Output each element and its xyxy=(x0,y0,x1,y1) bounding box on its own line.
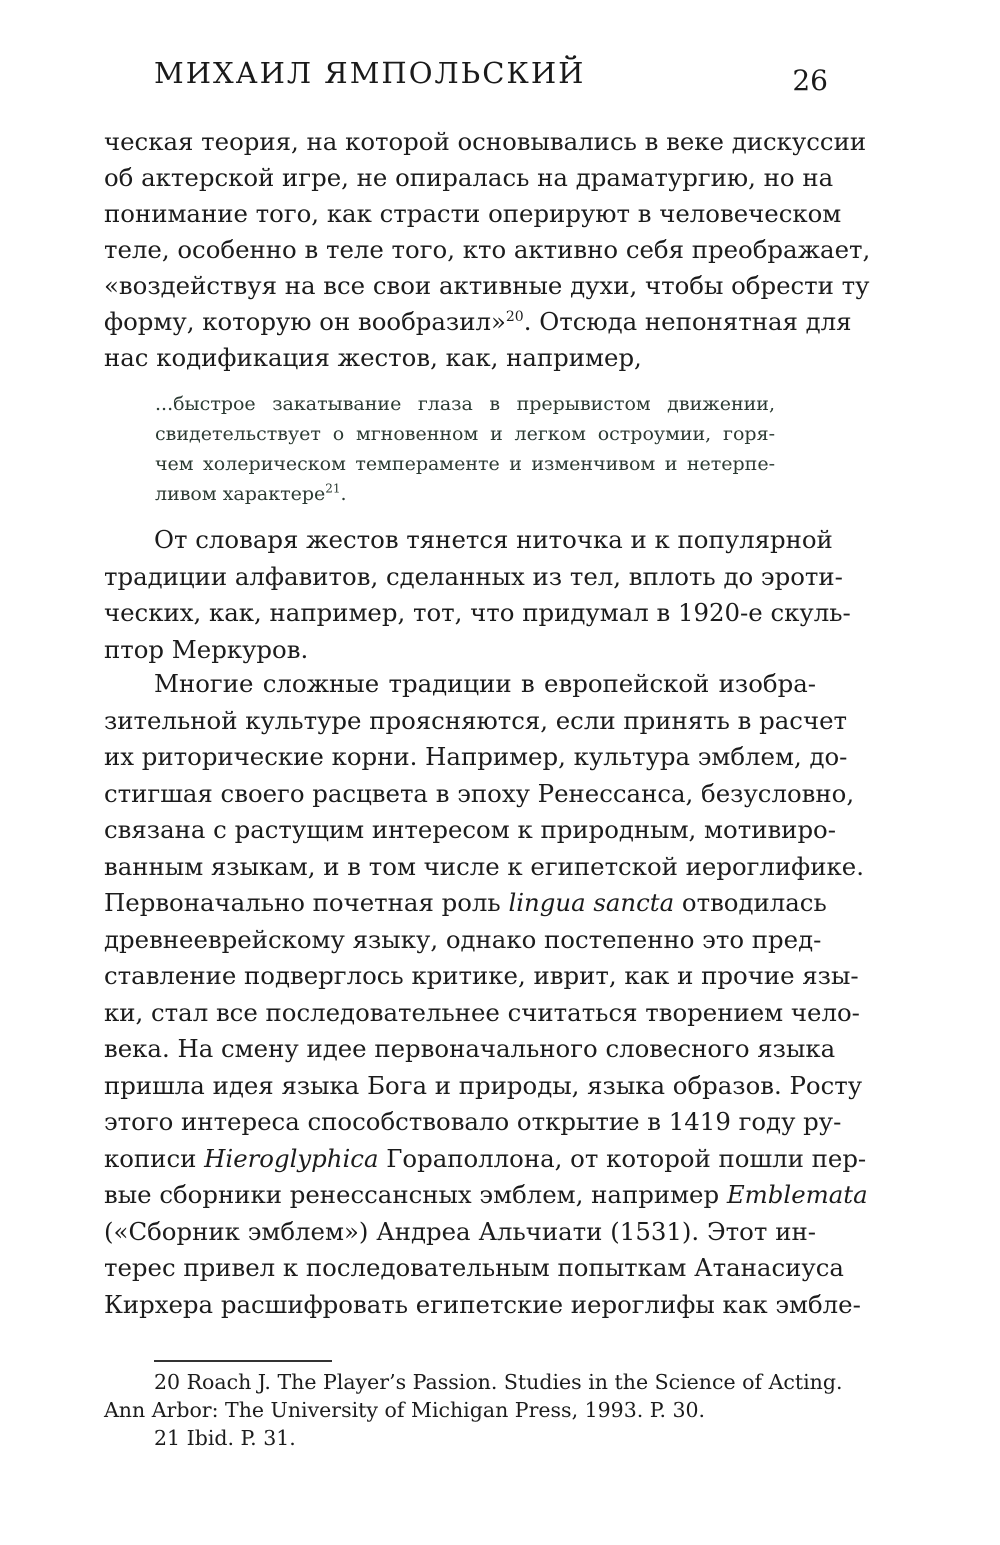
text-line: традиции алфавитов, сделанных из тел, вплоть до эроти- xyxy=(104,561,843,591)
text-line: От словаря жестов тянется ниточка и к популярной xyxy=(154,525,833,554)
text-line: Кирхера расшифровать египетские иероглифы как эмбле- xyxy=(104,1289,861,1319)
footnote-21: 21 Ibid. P. 31. xyxy=(154,1426,296,1450)
footnote-20-line: 20 Roach J. The Player’s Passion. Studies in the Science of Acting. xyxy=(154,1370,843,1394)
author-running-title: МИХАИЛ ЯМПОЛЬСКИЙ xyxy=(154,56,586,90)
text-line: ческих, как, например, тот, что придумал в 1920-е скуль- xyxy=(104,598,851,627)
text-line: теле, особенно в теле того, кто активно себя преображает, xyxy=(104,235,871,264)
footnote-ref-20: 20 xyxy=(505,308,524,325)
text-line: их риторические корни. Например, культура эмблем, до- xyxy=(104,742,848,771)
paragraph-emblems xyxy=(104,666,868,1323)
italic-term: Emblemata xyxy=(726,1180,868,1209)
text-line: ставление подверглось критике, иврит, как и прочие язы- xyxy=(104,961,859,990)
text-line: стигшая своего расцвета в эпоху Ренессанса, безусловно, xyxy=(104,778,855,808)
text-segment: Гораполлона, от которой пошли пер- xyxy=(378,1143,867,1173)
text-segment: вые сборники ренессансных эмблем, например xyxy=(104,1180,727,1209)
quote-line: свидетельствует о мгновенном и легком остроумии, горя- xyxy=(155,423,775,445)
text-segment: ливом характере xyxy=(155,483,326,505)
text-line: «воздействуя на все свои активные духи, чтобы обрести ту xyxy=(104,271,870,300)
text-line: пришла идея языка Бога и природы, языка образов. Росту xyxy=(104,1070,863,1100)
text-line: древнееврейскому языку, однако постепенно это пред- xyxy=(104,924,822,954)
text-line: («Сборник эмблем») Андреа Альчиати (1531). Этот ин- xyxy=(104,1216,816,1246)
paragraph-continued xyxy=(104,124,871,376)
text-line xyxy=(104,885,827,922)
text-segment: Первоначально почетная роль xyxy=(104,888,509,917)
text-segment: кописи xyxy=(104,1143,205,1173)
text-line xyxy=(104,1177,868,1214)
text-line: Многие сложные традиции в европейской изобра- xyxy=(154,669,816,698)
running-head xyxy=(154,56,828,100)
text-line xyxy=(104,1141,867,1178)
text-segment: . xyxy=(340,483,347,505)
text-line: об актерской игре, не опиралась на драматургию, но на xyxy=(104,163,834,192)
text-segment: отводилась xyxy=(674,888,827,917)
text-line: этого интереса способствовало открытие в 1419 году ру- xyxy=(104,1107,842,1136)
text-line: связана с растущим интересом к природным, мотивиро- xyxy=(104,815,836,844)
text-segment: . Отсюда непонятная для xyxy=(523,307,852,336)
block-quote xyxy=(155,389,775,509)
quote-line xyxy=(155,479,775,509)
text-line xyxy=(104,304,852,340)
quote-line: ...быстрое закатывание глаза в прерывистом движении, xyxy=(155,393,775,415)
footnote-rule xyxy=(154,1360,332,1362)
italic-term: Hieroglyphica xyxy=(204,1143,379,1173)
text-line: ческая теория, на которой основывались в веке дискуссии xyxy=(104,127,867,156)
italic-term: lingua sancta xyxy=(508,888,675,917)
page-number: 26 xyxy=(792,64,828,97)
text-line: ки, стал все последовательнее считаться творением чело- xyxy=(104,997,860,1027)
text-segment: форму, которую он вообразил» xyxy=(104,307,506,336)
footnote-ref-21: 21 xyxy=(325,481,341,496)
text-line: зительной культуре проясняются, если принять в расчет xyxy=(104,705,847,735)
text-line: терес привел к последовательным попыткам Атанасиуса xyxy=(104,1253,844,1282)
footnote-20-line: Ann Arbor: The University of Michigan Press, 1993. P. 30. xyxy=(104,1398,706,1422)
quote-line: чем холерическом темпераменте и изменчивом и нетерпе- xyxy=(155,453,775,475)
text-line: ванным языкам, и в том числе к египетской иероглифике. xyxy=(104,851,864,881)
footnotes xyxy=(104,1368,843,1452)
text-line: века. На смену идее первоначального словесного языка xyxy=(104,1034,836,1063)
text-line: птор Меркуров. xyxy=(104,634,309,664)
text-line: понимание того, как страсти оперируют в человеческом xyxy=(104,199,842,228)
paragraph-alphabets xyxy=(104,522,851,668)
text-line: нас кодификация жестов, как, например, xyxy=(104,343,642,372)
